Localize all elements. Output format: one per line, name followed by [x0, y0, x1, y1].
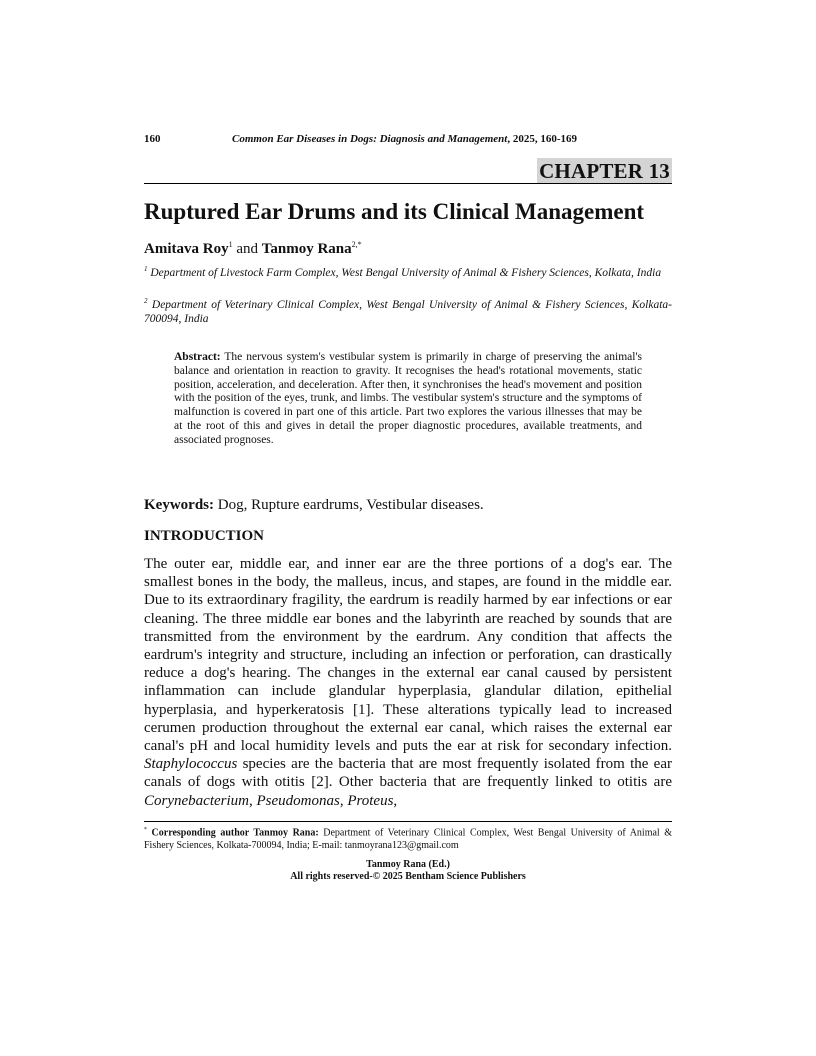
section-heading: INTRODUCTION [144, 528, 265, 544]
journal-year-pages: , 2025, 160-169 [507, 133, 578, 145]
author-line [144, 236, 362, 258]
author-connector: and [232, 241, 262, 257]
footnote-label: Corresponding author Tanmoy Rana: [147, 827, 319, 839]
author-1-sup: 1 [228, 240, 233, 249]
genus-corynebacterium: Corynebacterium [144, 792, 249, 809]
keywords [144, 496, 484, 514]
chapter-label: CHAPTER 13 [539, 159, 670, 183]
keywords-label: Keywords: [144, 497, 214, 513]
genus-proteus: Proteus [347, 792, 394, 809]
abstract [174, 351, 642, 448]
page-number: 160 [144, 133, 161, 145]
footnote [144, 824, 672, 852]
affiliation-2-sup: 2 [144, 297, 148, 305]
author-2-sup: 2,* [351, 240, 362, 249]
body-text-2: species are the bacteria that are most frequently isolated from the ear canals of dogs with otitis [2]. Other bacteria that are frequently linked to otitis are [144, 756, 672, 791]
affiliation-2 [144, 294, 672, 327]
footer-editor: Tanmoy Rana (Ed.) [366, 859, 450, 870]
affiliation-1-text: Department of Livestock Farm Complex, West Bengal University of Animal & Fishery Sciences, Kolkata, India [147, 266, 662, 279]
journal-title-text: Common Ear Diseases in Dogs: Diagnosis and Management [232, 133, 508, 145]
chapter-title: Ruptured Ear Drums and its Clinical Management [144, 199, 645, 224]
page-footer [144, 859, 672, 883]
author-1-name: Amitava Roy [144, 241, 229, 257]
keywords-text: Dog, Rupture eardrums, Vestibular diseases. [214, 497, 484, 513]
affiliation-2-text: Department of Veterinary Clinical Complex, West Bengal University of Animal & Fishery Sciences, Kolkata-700094, India [144, 298, 672, 326]
body-paragraph [144, 555, 672, 810]
footnote-sup: * [144, 827, 147, 833]
author-2-name: Tanmoy Rana [261, 241, 352, 257]
abstract-label: Abstract: [174, 351, 221, 363]
body-text-1: The outer ear, middle ear, and inner ear are the three portions of a dog's ear. The smallest bones in the body, the malleus, incus, and stapes, are found in the middle ear. Due to its extraordinary fragility, the eardrum is readily harmed by ear infections or ear cleaning. The three middle ear bones and the labyrinth are reached by sounds that are transmitted from the environment by the eardrum. Any condition that affects the eardrum's integrity and structure, including an infection or perforation, can drastically reduce a dog's hearing. The changes in the external ear canal caused by persistent inflammation can include glandular hyperplasia, glandular dilation, epithelial hyperplasia, and hyperkeratosis [1]. These alterations typically lead to increased cerumen production throughout the external ear canal, which raises the external ear canal's pH and local humidity levels and puts the ear at risk for secondary infection. [144, 556, 672, 755]
header-rule [144, 183, 672, 184]
body-end: , [393, 792, 398, 809]
affiliation-1 [144, 262, 672, 280]
abstract-text: The nervous system's vestibular system is primarily in charge of preserving the animal's balance and orientation in reaction to gravity. It recognises the head's rotational movements, static position, acceleration, and deceleration. After then, it synchronises the head's movement and position with the position of the eyes, trunk, and limbs. The vestibular system's structure and the symptoms of malfunction is covered in part one of this article. Part two explores the various illnesses that may be at the root of this and gives in detail the proper diagnostic procedures, available treatments, and associated prognoses. [174, 351, 642, 446]
footnote-rule [144, 821, 672, 822]
footnote-text: Department of Veterinary Clinical Complex, West Bengal University of Animal & Fishery Sciences, Kolkata-700094, India; E-mail: tanmoyrana123@gmail.com [144, 827, 673, 851]
genus-staphylococcus: Staphylococcus [144, 756, 238, 773]
body-sep-2: , [339, 792, 348, 809]
footer-rights: All rights reserved-© 2025 Bentham Science Publishers [290, 871, 526, 882]
genus-pseudomonas: Pseudomonas [256, 792, 340, 809]
body-sep-1: , [248, 792, 257, 809]
affiliation-1-sup: 1 [144, 265, 148, 273]
journal-title [232, 133, 577, 145]
